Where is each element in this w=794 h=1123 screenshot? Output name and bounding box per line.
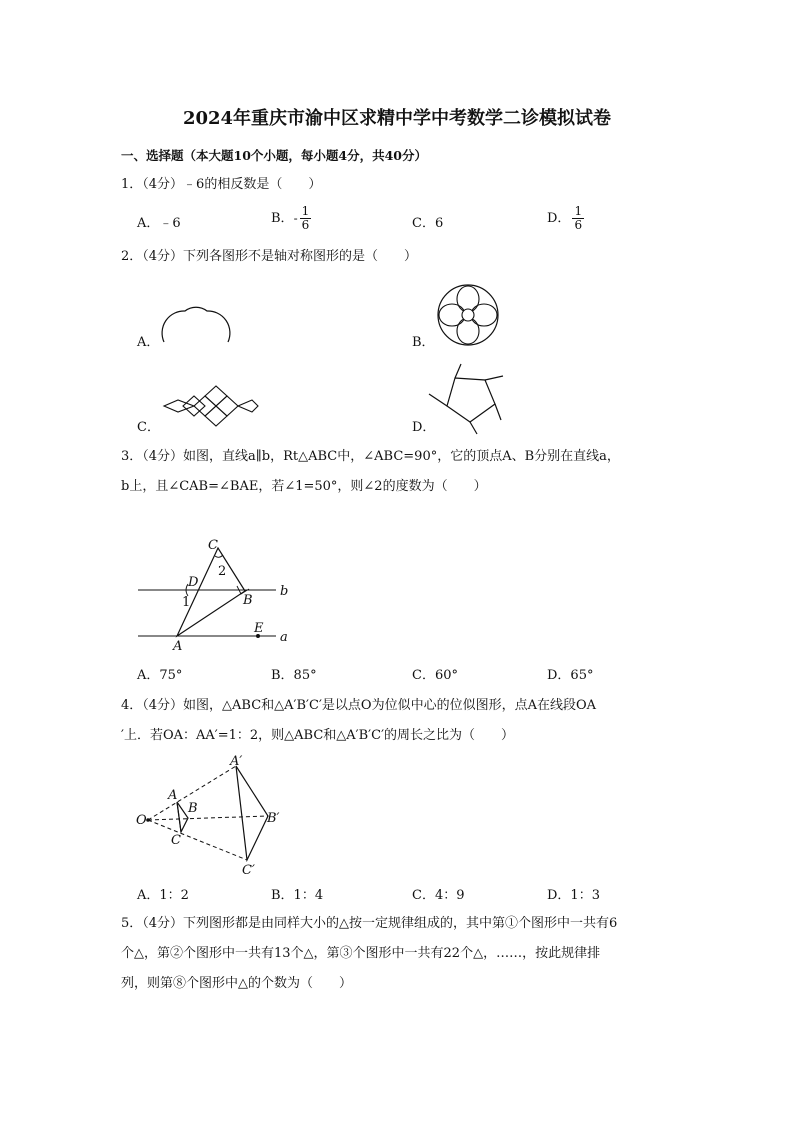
- q1-option-b: [271, 205, 311, 232]
- q4-label-a-prime: A′: [230, 754, 243, 769]
- q2-option-d-label: D．: [412, 420, 436, 435]
- q4-option-b: B．1：4: [271, 888, 324, 903]
- q3-stem-line1: 3．（4分）如图，直线a∥b，Rt△ABC中，∠ABC=90°，它的顶点A、B分别在直线a，: [121, 449, 620, 464]
- q3-label-2: 2: [218, 564, 227, 579]
- q2-stem: 2．（4分）下列各图形不是轴对称图形的是（ ）: [121, 249, 418, 264]
- q4-point-o: [146, 818, 150, 822]
- q3-label-a-point: A: [173, 639, 183, 654]
- q3-option-d: D．65°: [547, 668, 594, 683]
- q2-figure-d-pentagon: [425, 362, 507, 434]
- q3-label-a-line: a: [280, 630, 288, 645]
- q4-label-c-prime: C′: [242, 863, 255, 878]
- q4-option-d: D．1：3: [547, 888, 600, 903]
- q1-d-denominator: 6: [574, 218, 583, 232]
- q1-option-d: [547, 205, 584, 232]
- q4-stem-line2: ′上．若OA：AA′=1：2，则△ABC和△A′B′C′的周长之比为（ ）: [121, 728, 515, 743]
- q4-dashed-rays: [148, 766, 268, 860]
- q1-option-b-sign: -: [293, 211, 298, 226]
- q3-angle-2-arc: [215, 555, 223, 557]
- q4-triangle-large: [236, 766, 268, 860]
- q1-b-numerator: 1: [301, 204, 310, 218]
- q3-label-b-point: B: [243, 593, 253, 608]
- q4-label-b: B: [188, 801, 198, 816]
- q4-option-c: C．4：9: [412, 888, 465, 903]
- q3-label-b-line: b: [280, 584, 289, 599]
- q2-option-b-label: B．: [412, 335, 435, 350]
- q3-label-c: C: [208, 538, 218, 553]
- q1-d-numerator: 1: [574, 204, 583, 218]
- q2-figure-a-cloud: [155, 296, 235, 346]
- q4-label-c: C: [171, 833, 181, 848]
- q4-option-a: A．1：2: [137, 888, 189, 903]
- q1-option-b-fraction: [300, 205, 312, 232]
- q1-stem: 1．（4分）﹣6的相反数是（ ）: [121, 177, 322, 192]
- q1-option-a: A．﹣6: [137, 216, 181, 231]
- q1-b-denominator: 6: [301, 218, 310, 232]
- q3-option-a: A．75°: [137, 668, 183, 683]
- q2-option-c-label: C．: [137, 420, 160, 435]
- q4-label-o: O: [136, 813, 147, 828]
- q1-option-c: C．6: [412, 216, 444, 231]
- q1-option-b-label: B．: [271, 211, 294, 226]
- q4-stem-line1: 4．（4分）如图，△ABC和△A′B′C′是以点O为位似中心的位似图形，点A在线段OA: [121, 698, 597, 713]
- section-heading: 一、选择题（本大题10个小题，每小题4分，共40分）: [121, 148, 427, 163]
- q3-stem-line2: b上，且∠CAB=∠BAE，若∠1=50°，则∠2的度数为（ ）: [121, 479, 487, 494]
- q3-triangle-abc: [177, 548, 245, 636]
- q5-stem-line2: 个△，第②个图形中一共有13个△，第③个图形中一共有22个△，……，按此规律排: [121, 946, 601, 961]
- q1-option-d-label: D．: [547, 211, 571, 226]
- q3-label-d: D: [188, 575, 199, 590]
- exam-title: 2024年重庆市渝中区求精中学中考数学二诊模拟试卷: [182, 108, 612, 129]
- q5-stem-line1: 5．（4分）下列图形都是由同样大小的△按一定规律组成的，其中第①个图形中一共有6: [121, 916, 618, 931]
- q3-option-c: C．60°: [412, 668, 458, 683]
- q5-stem-line3: 列，则第⑧个图形中△的个数为（ ）: [121, 976, 352, 991]
- q3-label-e: E: [254, 621, 264, 636]
- q4-label-b-prime: B′: [267, 811, 280, 826]
- q1-option-d-fraction: [572, 205, 584, 232]
- q4-label-a: A: [168, 788, 178, 803]
- q2-figure-b-flower: [434, 281, 502, 349]
- q4-homothety-figure: [134, 752, 304, 880]
- q2-figure-c-diamond-grid: [160, 380, 258, 432]
- q2-option-a-label: A．: [137, 335, 160, 350]
- q3-option-b: B．85°: [271, 668, 317, 683]
- q3-geometry-figure: [130, 532, 300, 654]
- q3-label-1: 1: [182, 595, 191, 610]
